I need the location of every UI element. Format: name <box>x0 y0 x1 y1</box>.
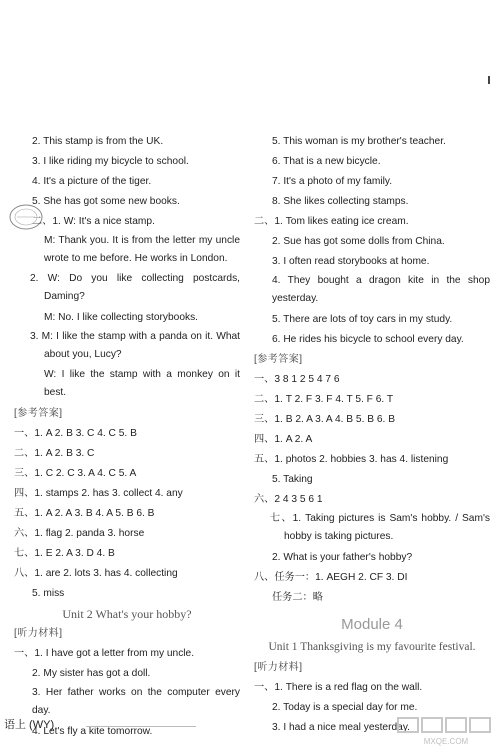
left-line-18: 八、1. are 2. lots 3. has 4. collecting <box>14 568 178 579</box>
right-line-5: 2. Sue has got some dolls from China. <box>272 236 445 247</box>
left-line-22: 一、1. I have got a letter from my uncle. <box>14 648 195 659</box>
left-line-25: 4. Let's fly a kite tomorrow. <box>32 726 153 737</box>
left-line-8: 3. M: I like the stamp with a panda on it. What about you, Lucy? <box>30 331 240 360</box>
right-line-15: 五、1. photos 2. hobbies 3. has 4. listening <box>254 454 449 465</box>
left-line-3: 5. She has got some new books. <box>32 196 180 207</box>
right-line-19: 2. What is your father's hobby? <box>272 552 413 563</box>
left-line-17: 七、1. E 2. A 3. D 4. B <box>14 548 115 559</box>
right-line-23: Unit 1 Thanksgiving is my favourite festival. <box>268 641 476 653</box>
right-line-17: 六、2 4 3 5 6 1 <box>254 494 323 505</box>
left-line-7: M: No. I like collecting storybooks. <box>44 312 199 323</box>
right-line-21: 任务二：略 <box>272 592 323 603</box>
right-column <box>254 132 490 738</box>
footer-rule <box>86 726 196 727</box>
right-line-1: 6. That is a new bicycle. <box>272 156 381 167</box>
right-line-9: 6. He rides his bicycle to school every day. <box>272 334 464 345</box>
left-line-21: [听力材料] <box>14 628 63 639</box>
left-line-24: 3. Her father works on the computer every day. <box>32 687 240 716</box>
left-line-16: 六、1. flag 2. panda 3. horse <box>14 528 145 539</box>
left-line-1: 3. I like riding my bicycle to school. <box>32 156 189 167</box>
left-line-5: M: Thank you. It is from the letter my uncle wrote to me before. He works in London. <box>44 235 240 264</box>
right-line-24: [听力材料] <box>254 662 303 673</box>
right-line-20: 八、任务一：1. AEGH 2. CF 3. DI <box>254 572 408 583</box>
right-line-12: 二、1. T 2. F 3. F 4. T 5. F 6. T <box>254 394 394 405</box>
left-line-19: 5. miss <box>32 588 65 599</box>
right-line-3: 8. She likes collecting stamps. <box>272 196 409 207</box>
right-line-10: [参考答案] <box>254 354 303 365</box>
left-line-20: Unit 2 What's your hobby? <box>62 607 192 621</box>
left-line-23: 2. My sister has got a doll. <box>32 668 151 679</box>
left-line-9: W: I like the stamp with a monkey on it best. <box>44 369 240 398</box>
right-line-26: 2. Today is a special day for me. <box>272 702 418 713</box>
left-line-4: 二、1. W: It's a nice stamp. <box>32 216 155 227</box>
left-line-10: [参考答案] <box>14 408 63 419</box>
right-line-2: 7. It's a photo of my family. <box>272 176 393 187</box>
right-line-22: Module 4 <box>341 616 403 633</box>
left-column <box>14 132 240 742</box>
left-line-13: 三、1. C 2. C 3. A 4. C 5. A <box>14 468 137 479</box>
right-line-27: 3. I had a nice meal yesterday. <box>272 722 410 733</box>
right-line-4: 二、1. Tom likes eating ice cream. <box>254 216 409 227</box>
left-line-12: 二、1. A 2. B 3. C <box>14 448 95 459</box>
right-line-7: 4. They bought a dragon kite in the shop yesterday. <box>272 275 490 304</box>
left-line-6: 2. W: Do you like collecting postcards, Daming? <box>30 273 240 302</box>
left-line-14: 四、1. stamps 2. has 3. collect 4. any <box>14 488 183 499</box>
right-line-8: 5. There are lots of toy cars in my study. <box>272 314 453 325</box>
left-line-11: 一、1. A 2. B 3. C 4. C 5. B <box>14 428 137 439</box>
right-line-13: 三、1. B 2. A 3. A 4. B 5. B 6. B <box>254 414 396 425</box>
corner-mark <box>488 76 490 84</box>
watermark-logo <box>396 716 496 746</box>
right-line-0: 5. This woman is my brother's teacher. <box>272 136 446 147</box>
right-line-25: 一、1. There is a red flag on the wall. <box>254 682 423 693</box>
page-footer: 语上 (WY) <box>4 719 55 731</box>
left-line-0: 2. This stamp is from the UK. <box>32 136 164 147</box>
right-line-14: 四、1. A 2. A <box>254 434 313 445</box>
right-line-18: 七、1. Taking pictures is Sam's hobby. / Sam's hobby is taking pictures. <box>270 513 490 542</box>
right-line-6: 3. I often read storybooks at home. <box>272 256 430 267</box>
left-line-2: 4. It's a picture of the tiger. <box>32 176 152 187</box>
right-line-11: 一、3 8 1 2 5 4 7 6 <box>254 374 340 385</box>
right-line-16: 5. Taking <box>272 474 313 485</box>
left-line-15: 五、1. A 2. A 3. B 4. A 5. B 6. B <box>14 508 155 519</box>
watermark-text: MXQE.COM <box>423 737 469 746</box>
